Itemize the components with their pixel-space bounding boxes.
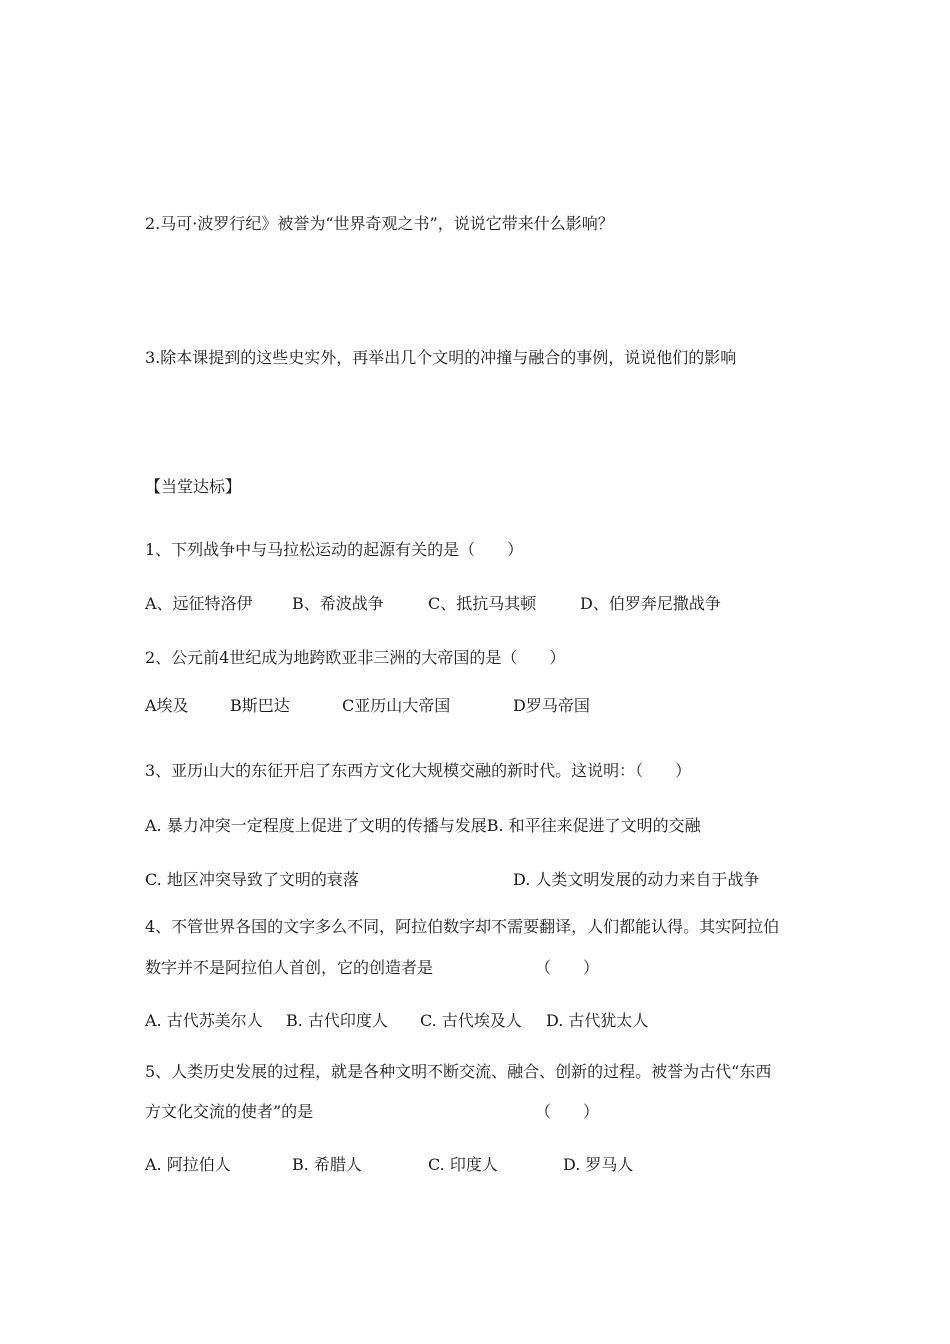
mc4-option-b: B. 古代印度人 — [286, 1011, 388, 1030]
section-title: 【当堂达标】 — [145, 477, 242, 496]
mc4-stem-line2: 数字并不是阿拉伯人首创，它的创造者是 — [145, 958, 434, 977]
mc4-stem-line1: 4、不管世界各国的文字多么不同，阿拉伯数字却不需要翻译，人们都能认得。其实阿拉伯 — [145, 917, 780, 936]
mc2-option-c: C亚历山大帝国 — [342, 696, 451, 715]
mc4-option-c: C. 古代埃及人 — [420, 1011, 522, 1030]
mc2-option-d: D罗马帝国 — [513, 696, 590, 715]
mc3-option-d: D. 人类文明发展的动力来自于战争 — [513, 870, 760, 889]
mc5-answer-blank: （ ） — [535, 1102, 600, 1121]
question-3-text: 3.除本课提到的这些史实外，再举出几个文明的冲撞与融合的事例，说说他们的影响 — [145, 348, 737, 367]
mc4-option-a: A. 古代苏美尔人 — [145, 1011, 263, 1030]
mc5-option-d: D. 罗马人 — [563, 1155, 634, 1174]
mc2-option-b: B斯巴达 — [230, 696, 290, 715]
mc1-option-d: D、伯罗奔尼撒战争 — [580, 594, 721, 613]
mc1-option-a: A、远征特洛伊 — [145, 594, 253, 613]
mc3-option-ab: A. 暴力冲突一定程度上促进了文明的传播与发展B. 和平往来促进了文明的交融 — [145, 816, 701, 835]
mc1-option-b: B、希波战争 — [292, 594, 384, 613]
question-2-text: 2.马可·波罗行纪》被誉为“世界奇观之书”，说说它带来什么影响？ — [145, 214, 614, 233]
mc2-option-a: A埃及 — [145, 696, 189, 715]
mc5-option-c: C. 印度人 — [428, 1155, 498, 1174]
mc3-option-c: C. 地区冲突导致了文明的衰落 — [145, 870, 359, 889]
mc5-stem-line1: 5、人类历史发展的过程，就是各种文明不断交流、融合、创新的过程。被誉为古代“东西 — [145, 1062, 772, 1081]
mc5-option-b: B. 希腊人 — [292, 1155, 362, 1174]
mc2-stem: 2、公元前4世纪成为地跨欧亚非三洲的大帝国的是（ ） — [145, 648, 566, 667]
mc1-stem: 1、下列战争中与马拉松运动的起源有关的是（ ） — [145, 540, 524, 559]
mc3-stem: 3、亚历山大的东征开启了东西方文化大规模交融的新时代。这说明：（ ） — [145, 761, 692, 780]
mc4-answer-blank: （ ） — [535, 958, 600, 977]
mc5-stem-line2: 方文化交流的使者”的是 — [145, 1102, 314, 1121]
mc5-option-a: A. 阿拉伯人 — [145, 1155, 231, 1174]
mc1-option-c: C、抵抗马其顿 — [428, 594, 537, 613]
mc4-option-d: D. 古代犹太人 — [546, 1011, 649, 1030]
